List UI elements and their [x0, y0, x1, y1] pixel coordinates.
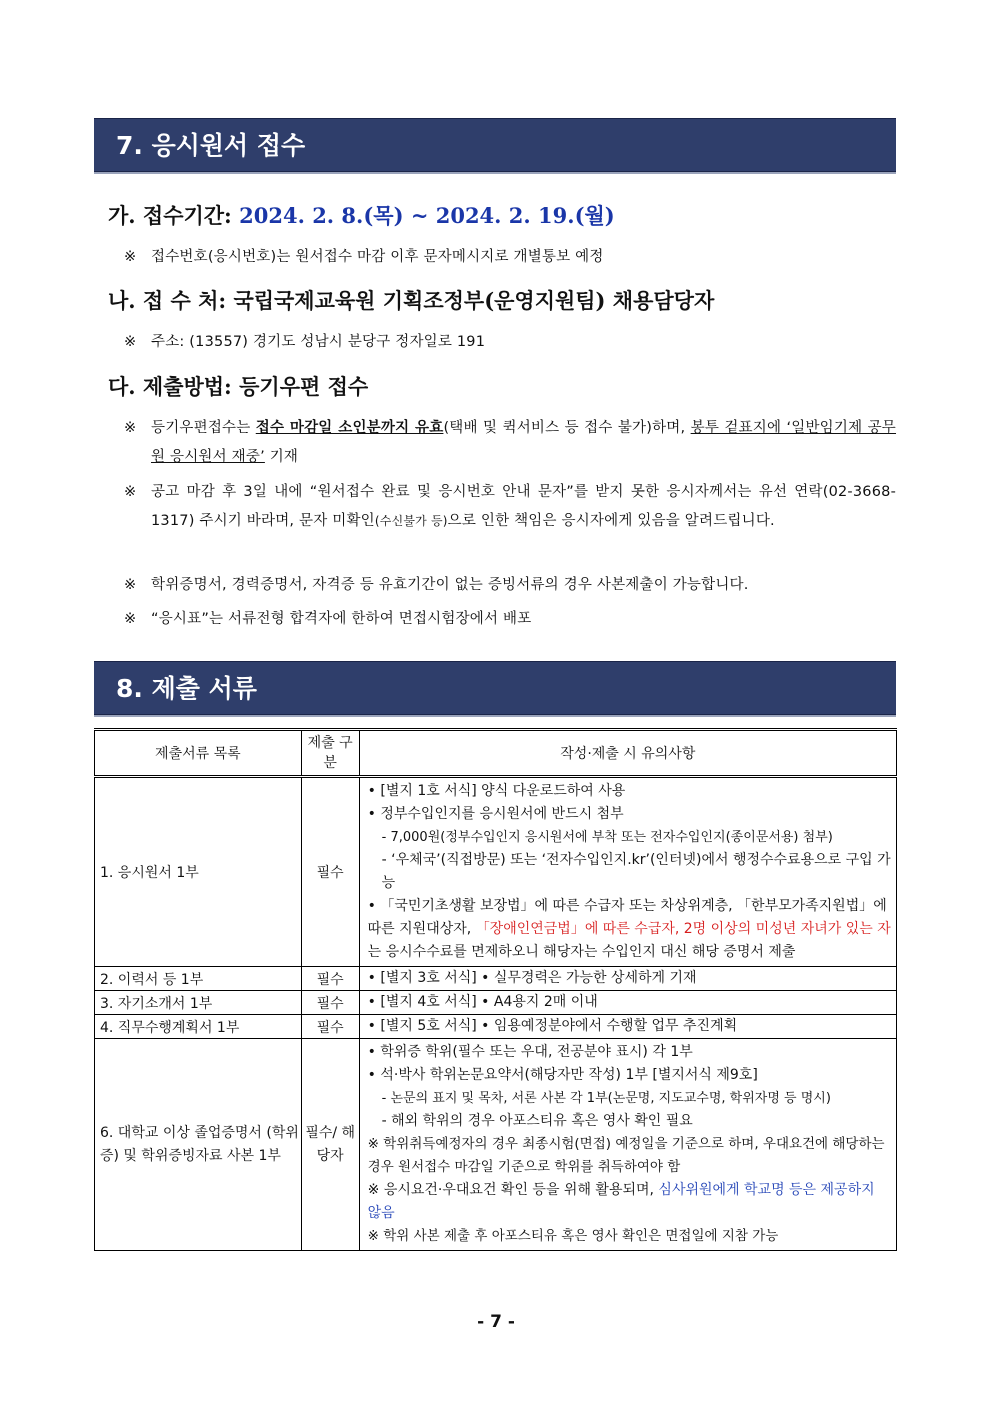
doc-type: 필수: [301, 991, 359, 1015]
period-label: 가. 접수기간:: [108, 203, 240, 228]
doc-notes: • [별지 3호 서식] • 실무경력은 가능한 상세하게 기재: [359, 967, 896, 991]
doc-notes: • [별지 1호 서식] 양식 다운로드하여 사용 • 정부수입인지를 응시원서에 반드시 첨부 - 7,000원(정부수입인지 응시원서에 부착 또는 전자수입인지(종이문서용) 첨부) - ‘우체국’(직접방문) 또는 ‘전자수입인지.kr’(인터넷)에서 행정수수료용으로 구입 가능 • 「국민기초생활 보장법」에 따른 수급자 또는 차상위계층, 「한부모가족지원법」에 따른 지원대상자, 「장애인연금법」에 따른 수급자, 2명 이상의 미성년 자녀가 있는 자는 응시수수료를 면제하오니 해당자는 수입인지 대신 해당 증명서 제출: [359, 777, 896, 967]
place-heading: [108, 285, 714, 315]
table-row: [95, 1015, 897, 1039]
doc-type: 필수/ 해당자: [301, 1039, 359, 1251]
note-mark: ※: [124, 334, 137, 350]
table-header: [95, 730, 897, 777]
doc-name: 3. 자기소개서 1부: [95, 991, 302, 1015]
envelope-label: 봉투 겉표지에 ‘일반임기제 공무원 응시원서 재중’: [151, 420, 897, 465]
doc-name: 6. 대학교 이상 졸업증명서 (학위증) 및 학위증빙자료 사본 1부: [95, 1039, 302, 1251]
doc-notes: • [별지 4호 서식] • A4용지 2매 이내: [359, 991, 896, 1015]
doc-type: 필수: [301, 1015, 359, 1039]
method-label: 다. 제출방법:: [108, 374, 240, 399]
section-8-title: 8. 제출 서류: [94, 661, 896, 715]
table-row: [95, 1039, 897, 1251]
header-document-list: 제출서류 목록: [95, 730, 302, 777]
header-notes: 작성·제출 시 유의사항: [359, 730, 896, 777]
table-row: [95, 991, 897, 1015]
note-mark: ※: [124, 611, 137, 627]
doc-name: 2. 이력서 등 1부: [95, 967, 302, 991]
table-row: [95, 777, 897, 967]
page-number: - 7 -: [477, 1312, 515, 1332]
section-7-title: 7. 응시원서 접수: [94, 118, 896, 172]
doc-name: 1. 응시원서 1부: [95, 777, 302, 967]
note-mark: ※: [124, 420, 137, 436]
doc-type: 필수: [301, 777, 359, 967]
period-note: ※ 접수번호(응시번호)는 원서접수 마감 이후 문자메시지로 개별통보 예정: [124, 243, 896, 272]
method-value: 등기우편 접수: [239, 374, 369, 399]
method-note-2: ※ 공고 마감 후 3일 내에 “원서접수 완료 및 응시번호 안내 문자”를 받지 못한 응시자께서는 유선 연락(02-3668-1317) 주시기 바라며, 문자 미확인(수신불가 등)으로 인한 책임은 응시자에게 있음을 알려드립니다.: [124, 478, 896, 536]
period-heading: [108, 200, 615, 230]
method-heading: [108, 371, 368, 401]
place-value: 국립국제교육원 기획조정부(운영지원팀) 채용담당자: [233, 288, 715, 313]
note-mark: ※: [124, 577, 137, 593]
method-note-4: ※ “응시표”는 서류전형 합격자에 한하여 면접시험장에서 배포: [124, 605, 896, 634]
method-note-3: ※ 학위증명서, 경력증명서, 자격증 등 유효기간이 없는 증빙서류의 경우 사본제출이 가능합니다.: [124, 571, 896, 600]
note-mark: ※: [124, 484, 137, 500]
deadline-validity: 접수 마감일 소인분까지 유효: [255, 420, 444, 436]
documents-table: [94, 728, 897, 1251]
doc-notes: • 학위증 학위(필수 또는 우대, 전공분야 표시) 각 1부 • 석·박사 학위논문요약서(해당자만 작성) 1부 [별지서식 제9호] - 논문의 표지 및 목차, 서론 사본 각 1부(논문명, 지도교수명, 학위자명 등 명시) - 해외 학위의 경우 아포스티유 혹은 영사 확인 필요 ※ 학위취득예정자의 경우 최종시험(면접) 예정일을 기준으로 하며, 우대요건에 해당하는 경우 원서접수 마감일 기준으로 학위를 취득하여야 함 ※ 응시요건·우대요건 확인 등을 위해 활용되며, 심사위원에게 학교명 등은 제공하지 않음 ※ 학위 사본 제출 후 아포스티유 혹은 영사 확인은 면접일에 지참 가능: [359, 1039, 896, 1251]
doc-name: 4. 직무수행계획서 1부: [95, 1015, 302, 1039]
method-note-1: ※ 등기우편접수는 접수 마감일 소인분까지 유효(택배 및 퀵서비스 등 접수 불가)하며, 봉투 겉표지에 ‘일반임기제 공무원 응시원서 재중’ 기재: [124, 414, 896, 472]
doc-type: 필수: [301, 967, 359, 991]
note-mark: ※: [124, 249, 137, 265]
period-value: 2024. 2. 8.(목) ~ 2024. 2. 19.(월): [239, 203, 615, 228]
header-submission-type: 제출 구분: [301, 730, 359, 777]
place-label: 나. 접 수 처:: [108, 288, 234, 313]
place-note: ※ 주소: (13557) 경기도 성남시 분당구 정자일로 191: [124, 328, 896, 357]
doc-notes: • [별지 5호 서식] • 임용예정분야에서 수행할 업무 추진계획: [359, 1015, 896, 1039]
table-row: [95, 967, 897, 991]
